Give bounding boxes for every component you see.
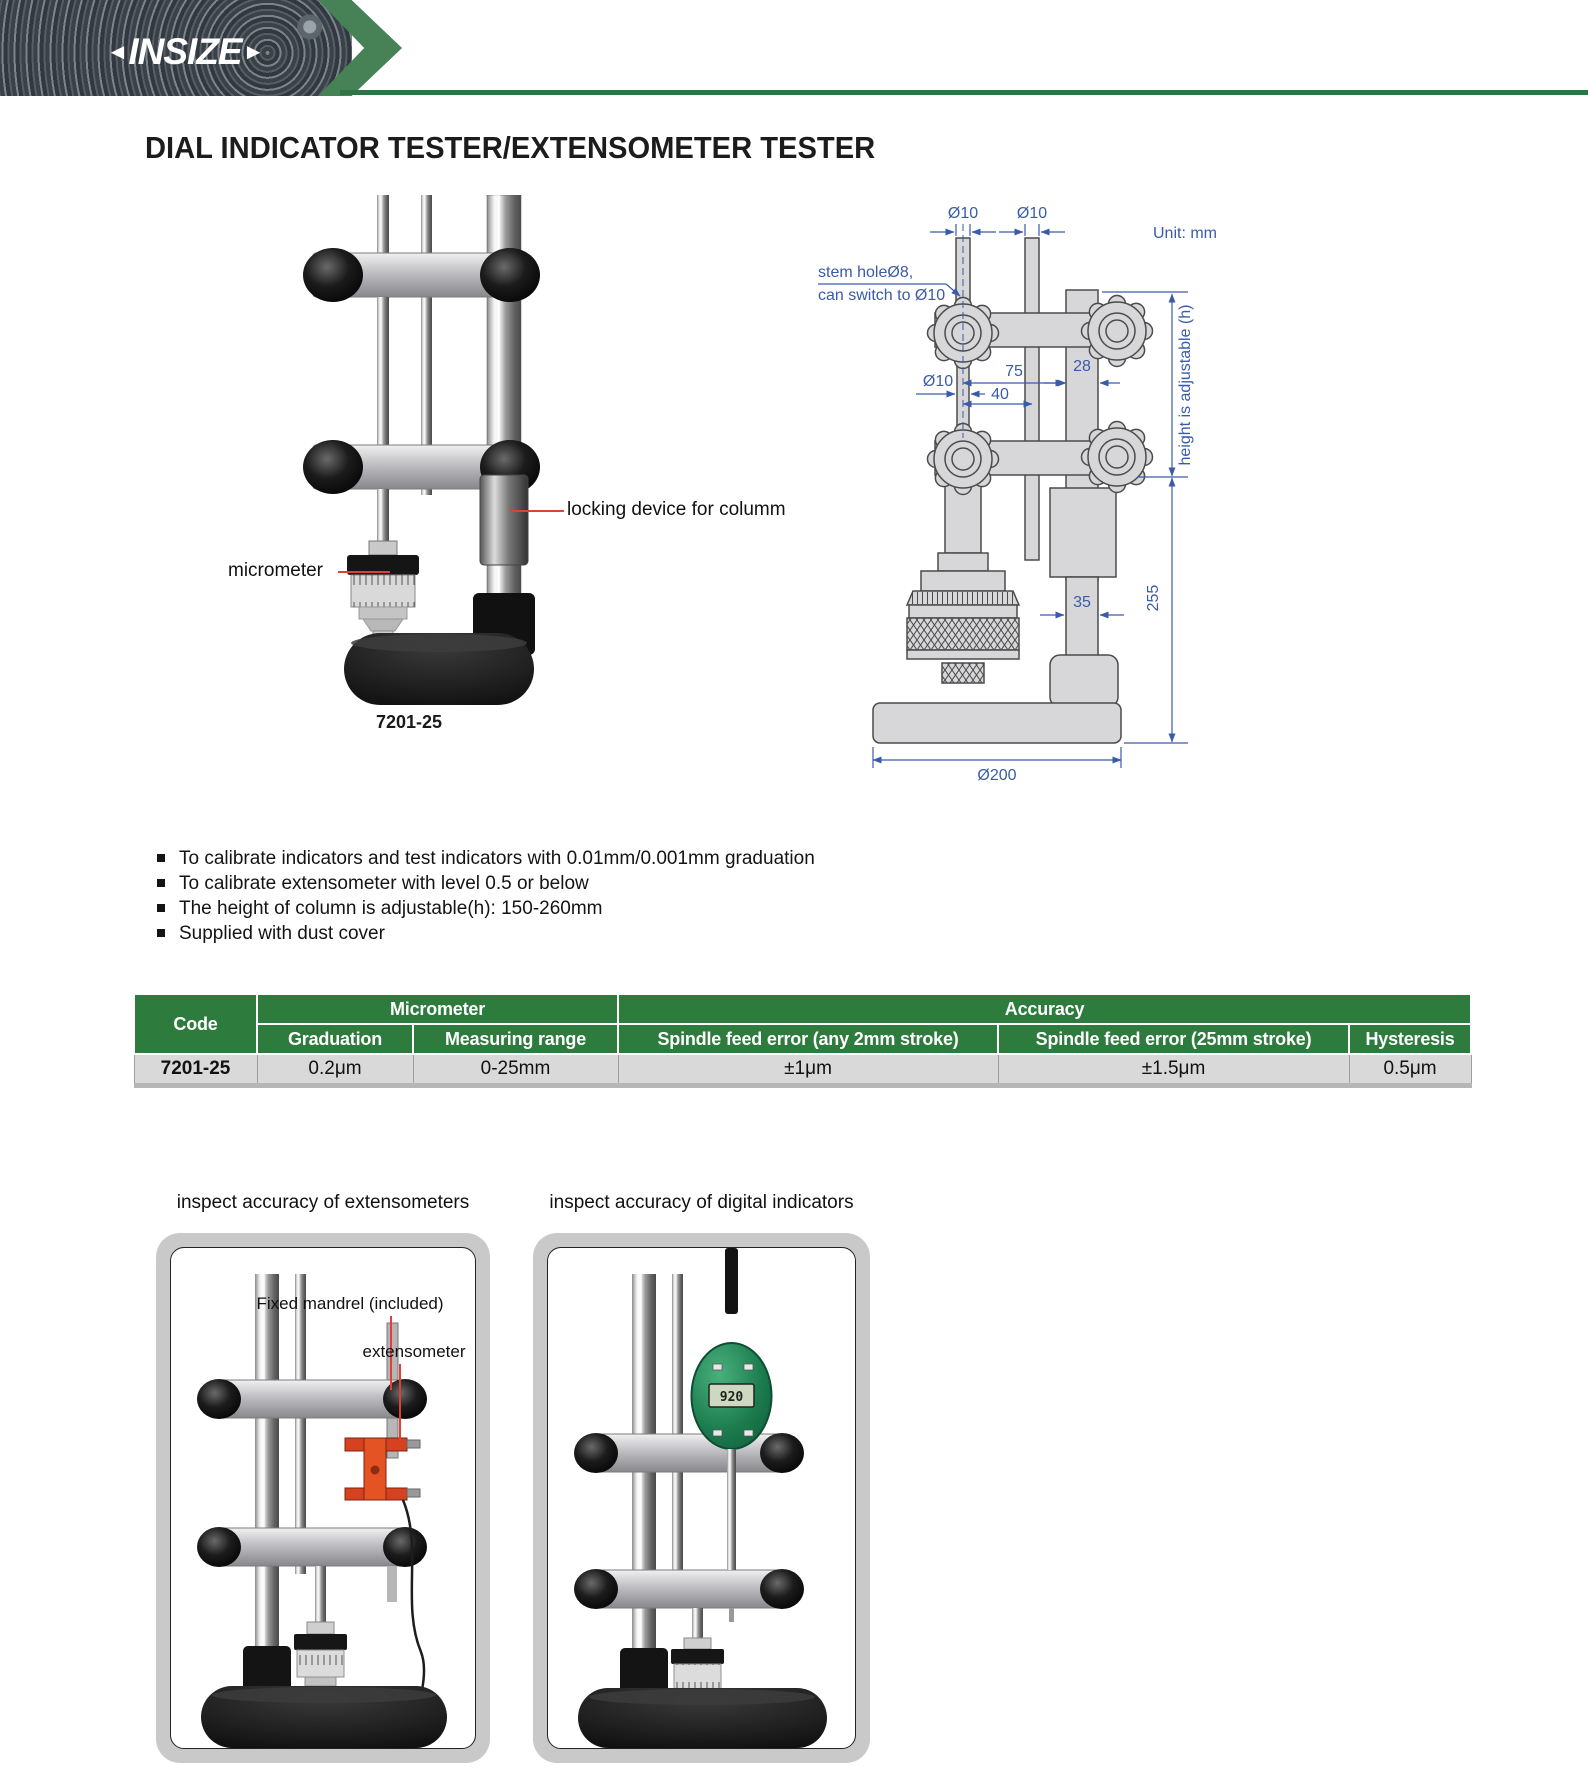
product-photo-illustration xyxy=(225,195,645,710)
stem-note-line2: can switch to Ø10 xyxy=(818,287,946,304)
extensometer-device xyxy=(345,1438,420,1500)
dim-35: 35 xyxy=(1073,594,1091,611)
unit-label: Unit: mm xyxy=(1153,225,1217,242)
clamp-knob xyxy=(1082,422,1153,493)
micrometer-head xyxy=(294,1566,347,1698)
product-code-caption: 7201-25 xyxy=(375,712,443,732)
logo-right-arrow-icon: ► xyxy=(242,39,264,64)
col-header-feed-error-25mm: Spindle feed error (25mm stroke) xyxy=(998,1024,1349,1054)
extensometer-label: extensometer xyxy=(362,1342,466,1361)
fixed-mandrel-label: Fixed mandrel (included) xyxy=(256,1294,444,1313)
extensometer-panel-photo xyxy=(170,1247,476,1749)
feature-item: Supplied with dust cover xyxy=(155,921,815,946)
spec-table-wrapper xyxy=(133,993,1472,1088)
cell-feed-error-2mm: ±1μm xyxy=(618,1054,998,1086)
height-adjustable-label: height is adjustable (h) xyxy=(1177,304,1194,466)
digital-indicator-illustration xyxy=(548,1248,856,1749)
column-sleeve xyxy=(1050,655,1118,707)
dim-stem-diameter: Ø10 xyxy=(922,373,954,390)
base-plate xyxy=(873,703,1121,743)
table-row xyxy=(134,1054,1471,1086)
spec-table xyxy=(133,993,1472,1088)
digital-indicator-panel-caption: inspect accuracy of digital indicators xyxy=(549,1192,854,1213)
clamp-knob xyxy=(1082,296,1153,367)
second-rod xyxy=(1025,238,1039,560)
group-header-accuracy: Accuracy xyxy=(618,994,1471,1024)
dim-40: 40 xyxy=(991,386,1009,403)
dim-rod2-diameter: Ø10 xyxy=(1016,205,1048,222)
dim-rod1-diameter: Ø10 xyxy=(947,205,979,222)
micrometer-leader-line xyxy=(338,571,390,573)
digital-indicator xyxy=(692,1248,772,1622)
col-header-measuring-range: Measuring range xyxy=(413,1024,618,1054)
green-divider-line xyxy=(340,90,1588,95)
col-header-feed-error-2mm: Spindle feed error (any 2mm stroke) xyxy=(618,1024,998,1054)
cell-code: 7201-25 xyxy=(134,1054,257,1086)
technical-diagram xyxy=(810,180,1280,795)
micrometer-head-drawing xyxy=(907,475,1019,683)
micrometer-callout: micrometer xyxy=(228,560,324,581)
logo-brand-text: INSIZE xyxy=(128,31,242,72)
extensometer-illustration xyxy=(171,1248,476,1749)
insize-logo xyxy=(95,24,275,80)
spindle xyxy=(727,1449,736,1570)
col-header-code: Code xyxy=(134,994,257,1054)
micrometer-head xyxy=(347,541,419,647)
cell-graduation: 0.2μm xyxy=(257,1054,413,1086)
locking-block xyxy=(1050,488,1116,577)
stem-note-line1: stem holeØ8, xyxy=(818,264,914,281)
dim-255: 255 xyxy=(1145,584,1162,612)
locking-leader-line xyxy=(509,510,564,512)
dim-28: 28 xyxy=(1073,358,1091,375)
cell-feed-error-25mm: ±1.5μm xyxy=(998,1054,1349,1086)
feature-item: To calibrate extensometer with level 0.5 or below xyxy=(155,871,815,896)
cell-hysteresis: 0.5μm xyxy=(1349,1054,1471,1086)
feature-list xyxy=(155,846,815,946)
col-header-hysteresis: Hysteresis xyxy=(1349,1024,1471,1054)
locking-device-callout: locking device for columm xyxy=(567,499,786,520)
extensometer-leader-line xyxy=(399,1364,401,1440)
group-header-micrometer: Micrometer xyxy=(257,994,618,1024)
dim-75: 75 xyxy=(1005,363,1023,380)
feature-item: To calibrate indicators and test indicators with 0.01mm/0.001mm graduation xyxy=(155,846,815,871)
digital-indicator-panel xyxy=(533,1233,870,1763)
cell-measuring-range: 0-25mm xyxy=(413,1054,618,1086)
page-title: DIAL INDICATOR TESTER/EXTENSOMETER TESTER xyxy=(145,130,876,165)
logo-left-arrow-icon: ◄ xyxy=(106,39,128,64)
lcd-value: 920 xyxy=(719,1390,744,1405)
locking-collar xyxy=(480,475,528,565)
digital-indicator-panel-photo xyxy=(547,1247,856,1749)
dim-base-diameter: Ø200 xyxy=(977,767,1017,784)
feature-item: The height of column is adjustable(h): 150-260mm xyxy=(155,896,815,921)
col-header-graduation: Graduation xyxy=(257,1024,413,1054)
extensometer-panel-caption: inspect accuracy of extensometers xyxy=(176,1192,470,1213)
stand xyxy=(303,195,540,705)
